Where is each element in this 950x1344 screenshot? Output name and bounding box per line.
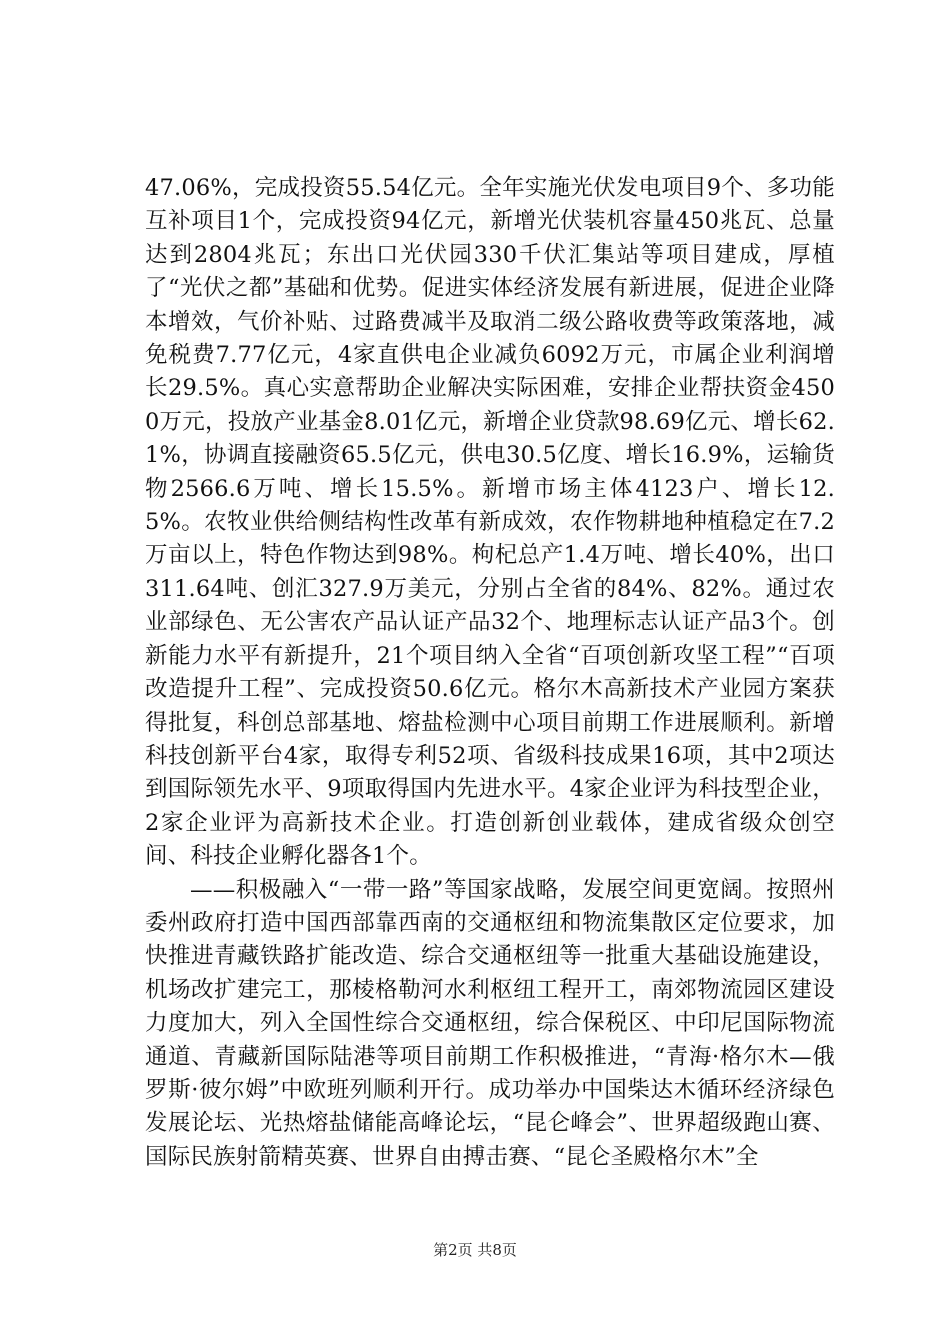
paragraph-1: 47.06%，完成投资55.54亿元。全年实施光伏发电项目9个、多功能互补项目1个，完成投资94亿元，新增光伏装机容量450兆瓦、总量达到2804兆瓦；东出口光伏园330千伏汇集站等项目建成，厚植了“光伏之都”基础和优势。促进实体经济发展有新进展，促进企业降本增效，气价补贴、过路费减半及取消二级公路收费等政策落地，减免税费7.77亿元，4家直供电企业减负6092万元，市属企业利润增长29.5%。真心实意帮助企业解决实际困难，安排企业帮扶资金4500万元，投放产业基金8.01亿元，新增企业贷款98.69亿元、增长62.1%，协调直接融资65.5亿元，供电30.5亿度、增长16.9%，运输货物2566.6万吨、增长15.5%。新增市场主体4123户、增长12.5%。农牧业供给侧结构性改革有新成效，农作物耕地种植稳定在7.2万亩以上，特色作物达到98%。枸杞总产1.4万吨、增长40%，出口311.64吨、创汇327.9万美元，分别占全省的84%、82%。通过农业部绿色、无公害农产品认证产品32个、地理标志认证产品3个。创新能力水平有新提升，21个项目纳入全省“百项创新攻坚工程”“百项改造提升工程”、完成投资50.6亿元。格尔木高新技术产业园方案获得批复，科创总部基地、熔盐检测中心项目前期工作进展顺利。新增科技创新平台4家，取得专利52项、省级科技成果16项，其中2项达到国际领先水平、9项取得国内先进水平。4家企业评为科技型企业，2家企业评为高新技术企业。打造创新创业载体，建成省级众创空间、科技企业孵化器各1个。 (145, 175, 835, 870)
page-number-footer: 第2页 共8页 (433, 1241, 517, 1259)
paragraph-2: ——积极融入“一带一路”等国家战略，发展空间更宽阔。按照州委州政府打造中国西部靠西南的交通枢纽和物流集散区定位要求，加快推进青藏铁路扩能改造、综合交通枢纽等一批重大基础设施建设，机场改扩建完工，那棱格勒河水利枢纽工程开工，南郊物流园区建设力度加大，列入全国性综合交通枢纽，综合保税区、中印尼国际物流通道、青藏新国际陆港等项目前期工作积极推进，“青海·格尔木—俄罗斯·彼尔姆”中欧班列顺利开行。成功举办中国柴达木循环经济绿色发展论坛、光热熔盐储能高峰论坛，“昆仑峰会”、世界超级跑山赛、国际民族射箭精英赛、世界自由搏击赛、“昆仑圣殿格尔木”全 (145, 876, 835, 1170)
body-text (145, 172, 835, 1174)
